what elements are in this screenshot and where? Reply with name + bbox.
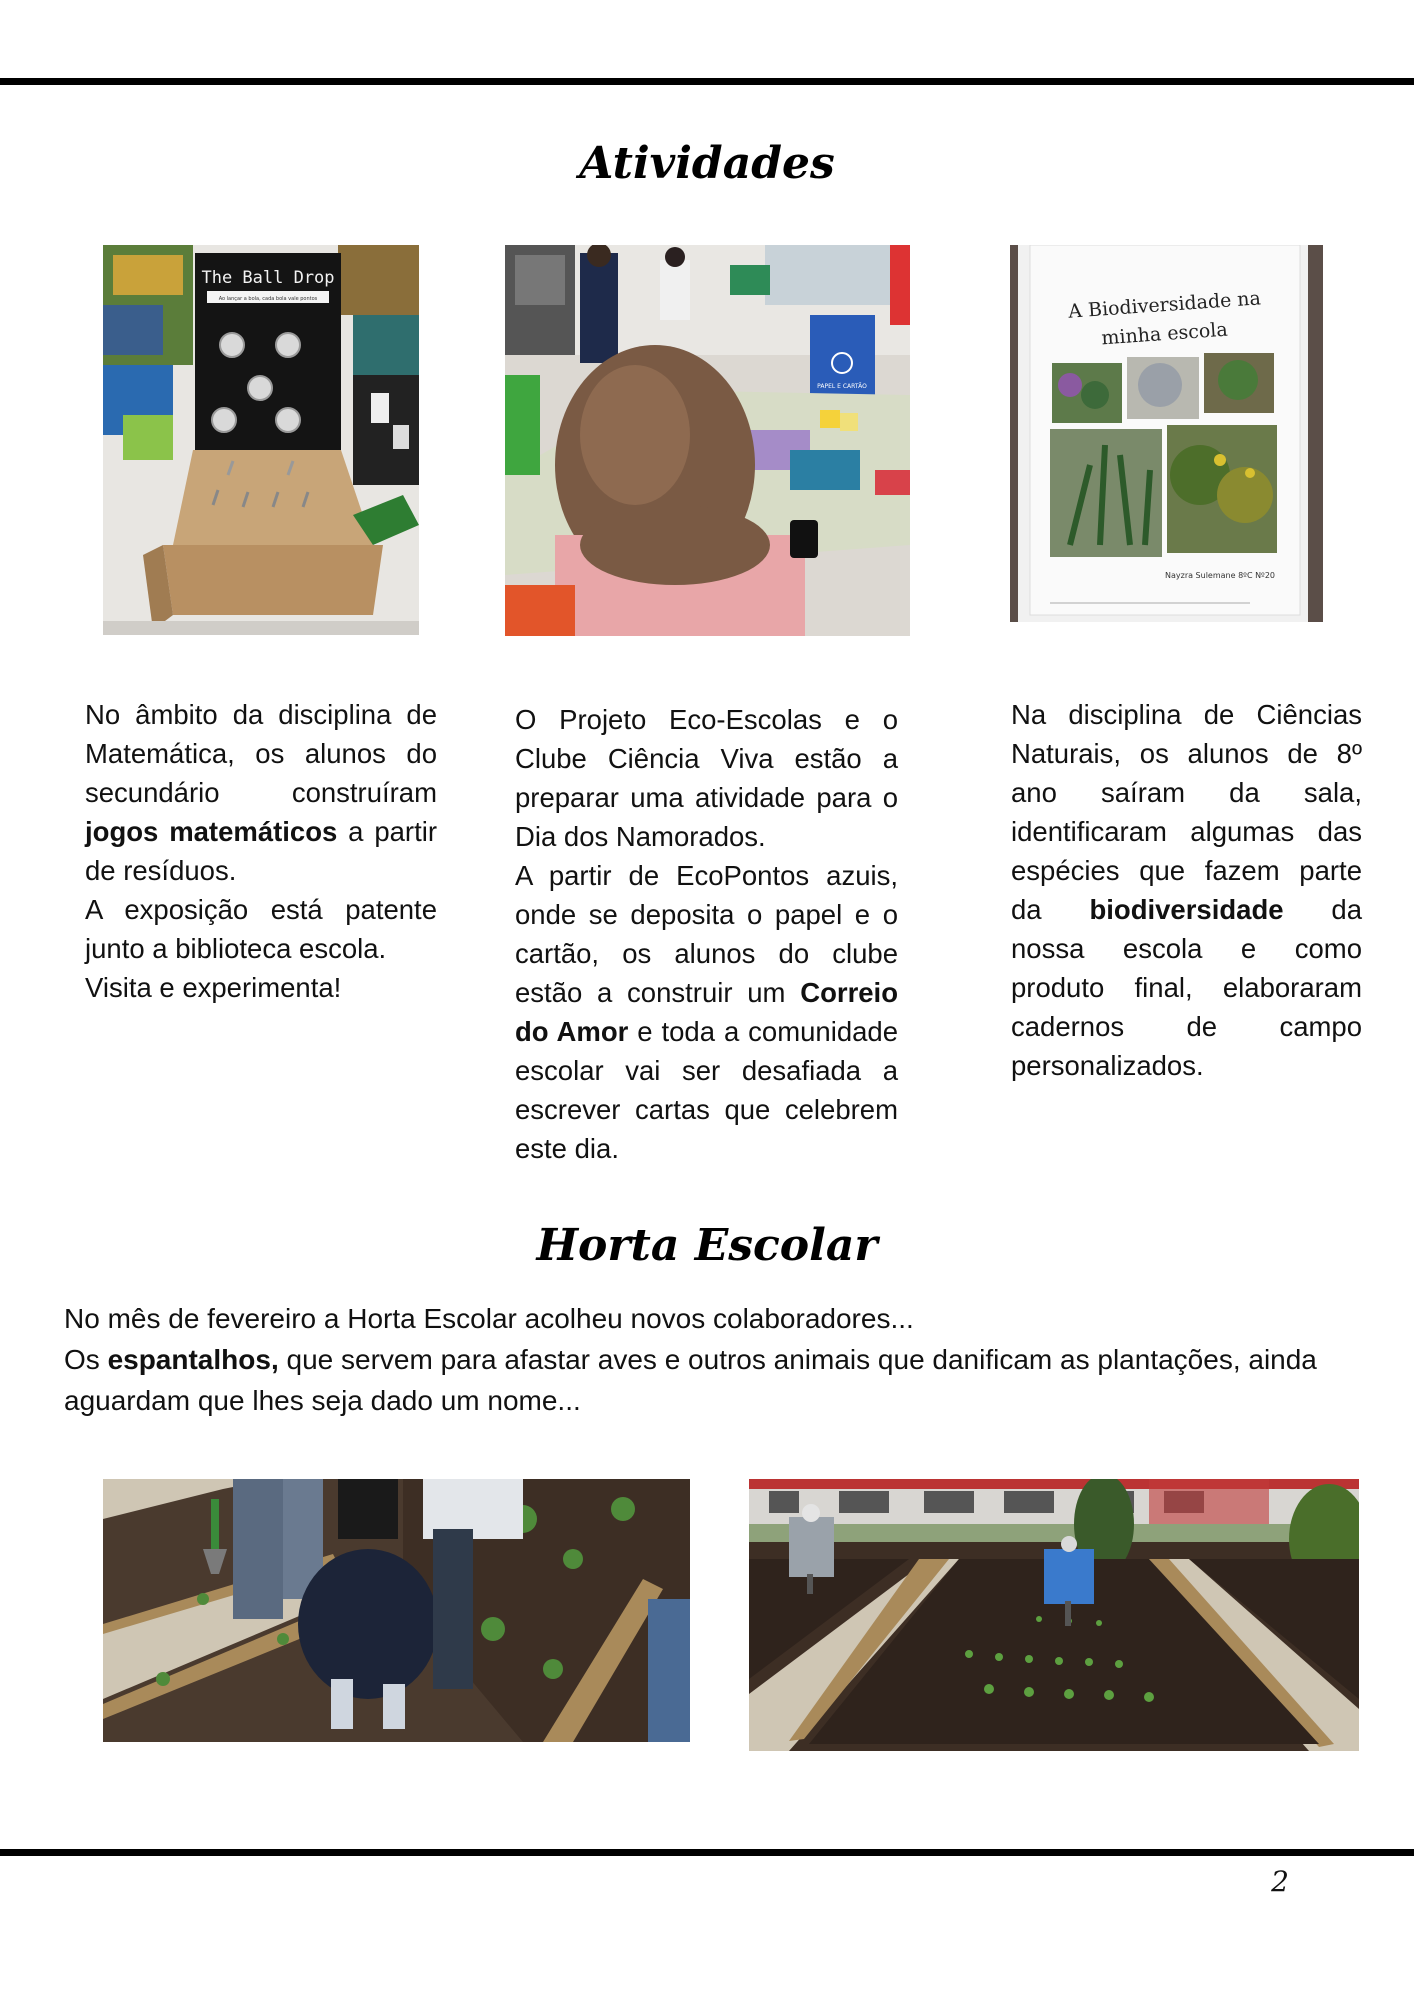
section-title-horta-escolar: Horta Escolar bbox=[536, 1220, 878, 1271]
eco-escolas-paragraph-1: O Projeto Eco-Escolas e o Clube Ciência Viva estão a preparar uma atividade para o Dia dos Namorados. bbox=[515, 704, 898, 852]
eco-escolas-column bbox=[515, 700, 898, 1168]
matematica-paragraph-3: Visita e experimenta! bbox=[85, 972, 342, 1003]
horta-escolar-text bbox=[64, 1298, 1384, 1421]
page-number: 2 bbox=[1271, 1865, 1289, 1898]
ball-drop-photo bbox=[103, 245, 419, 635]
horta-line-1: No mês de fevereiro a Horta Escolar acolheu novos colaboradores... bbox=[64, 1303, 914, 1334]
top-rule bbox=[0, 78, 1414, 85]
ciencias-column bbox=[1011, 695, 1362, 1085]
ball-drop-sign-subtitle: Ao lançar a bola, cada bola vale pontos bbox=[218, 296, 318, 302]
garden-scarecrow-closeup-photo bbox=[103, 1479, 690, 1742]
section-title-atividades: Atividades bbox=[579, 138, 835, 189]
correio-do-amor-bold: Correio do Amor bbox=[515, 977, 898, 1047]
espantalhos-bold: espantalhos, bbox=[107, 1344, 279, 1375]
biodiversity-doc-title-line1: A Biodiversidade na bbox=[1067, 287, 1262, 323]
matematica-column bbox=[85, 695, 437, 1007]
recycling-bin-label: PAPEL E CARTÃO bbox=[817, 383, 867, 390]
horta-line-2: Os espantalhos, que servem para afastar aves e outros animais que danificam as plantações, ainda aguardam que lhes seja dado um nome... bbox=[64, 1344, 1317, 1416]
matematica-paragraph-2: A exposição está patente junto a biblioteca escola. bbox=[85, 894, 437, 964]
biodiversidade-bold: biodiversidade bbox=[1089, 894, 1284, 925]
classroom-photo bbox=[505, 245, 910, 636]
ball-drop-sign-title: The Ball Drop bbox=[201, 268, 335, 288]
biodiversity-doc-title-line2: minha escola bbox=[1100, 318, 1229, 350]
eco-escolas-paragraph-2: A partir de EcoPontos azuis, onde se deposita o papel e o cartão, os alunos do clube estão a construir um Correio do Amor e toda a comunidade escolar vai ser desafiada a escrever cartas que celebrem este dia. bbox=[515, 860, 899, 1164]
garden-scarecrows-wide-photo bbox=[749, 1479, 1359, 1751]
matematica-paragraph-1: No âmbito da disciplina de Matemática, os alunos do secundário construíram jogos matemáticos a partir de resíduos. bbox=[85, 699, 437, 886]
biodiversity-doc-author: Nayzra Sulemane 8ºC Nº20 bbox=[1165, 571, 1275, 580]
ciencias-paragraph-1: Na disciplina de Ciências Naturais, os alunos de 8º ano saíram da sala, identificaram algumas das espécies que fazem parte da biodiversidade da nossa escola e como produto final, elaboraram cadernos de campo personalizados. bbox=[1011, 699, 1362, 1081]
jogos-matematicos-bold: jogos matemáticos bbox=[85, 816, 338, 847]
bottom-rule bbox=[0, 1849, 1414, 1856]
biodiversity-document-photo bbox=[1010, 245, 1323, 622]
